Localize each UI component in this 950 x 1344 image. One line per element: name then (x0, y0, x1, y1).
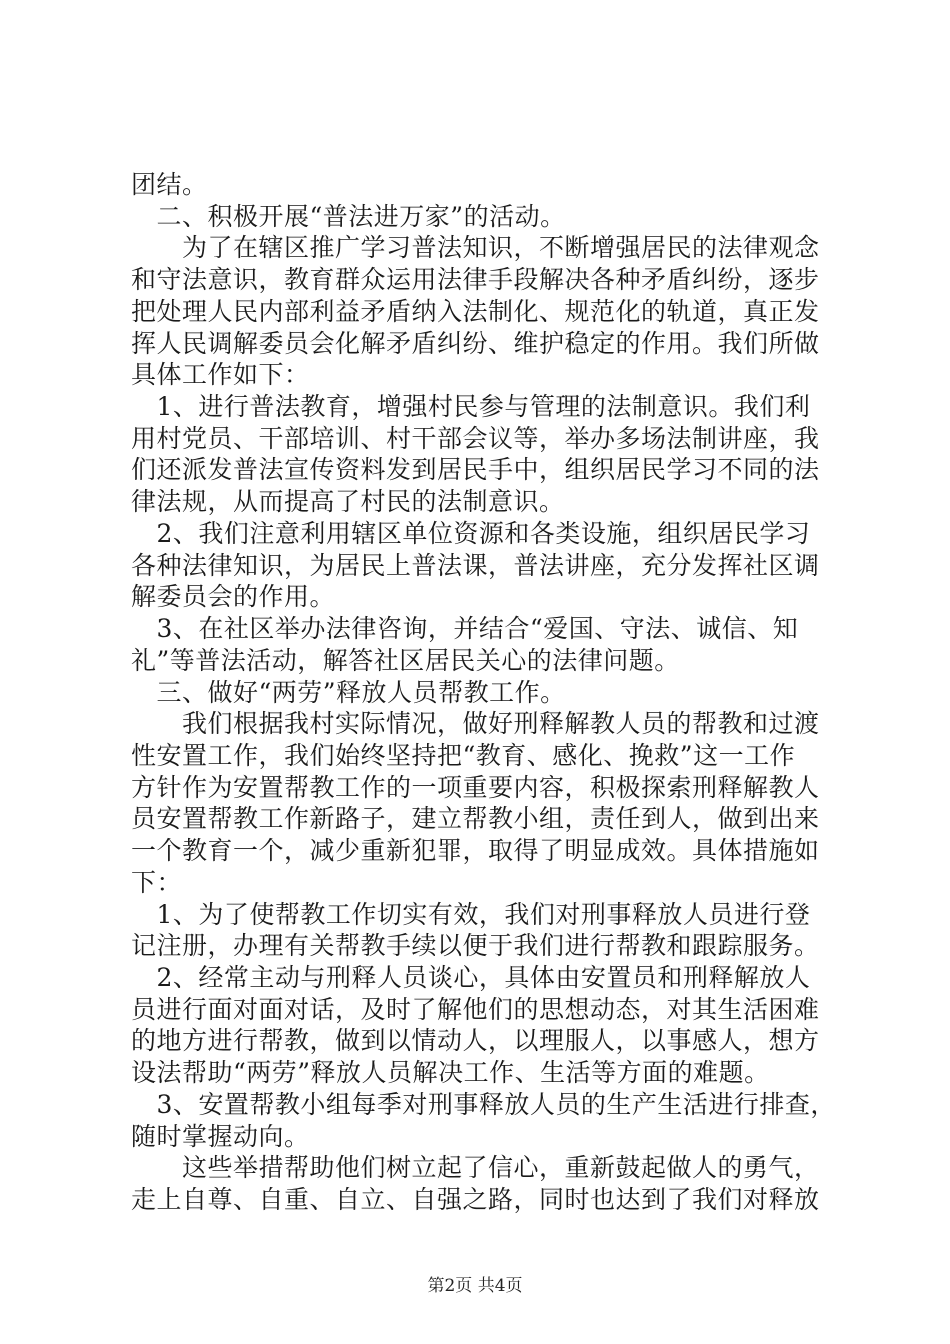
text-line: 三、做好“两劳”释放人员帮教工作。 (131, 678, 566, 707)
text-line: 具体工作如下： (131, 360, 310, 389)
text-line: 用村党员、干部培训、村干部会议等，举办多场法制讲座，我 (131, 424, 820, 453)
text-line: 团结。 (131, 170, 208, 199)
text-line: 员安置帮教工作新路子，建立帮教小组，责任到人，做到出来 (131, 804, 820, 833)
text-line: 们还派发普法宣传资料发到居民手中，组织居民学习不同的法 (131, 455, 820, 484)
text-line: 律法规，从而提高了村民的法制意识。 (131, 487, 565, 516)
text-line: 二、积极开展“普法进万家”的活动。 (131, 202, 566, 231)
text-line: 和守法意识，教育群众运用法律手段解决各种矛盾纠纷，逐步 (131, 265, 820, 294)
text-line: 1、进行普法教育，增强村民参与管理的法制意识。我们利 (131, 392, 811, 421)
text-line: 解委员会的作用。 (131, 582, 336, 611)
text-line: 礼”等普法活动，解答社区居民关心的法律问题。 (131, 646, 680, 675)
text-line: 我们根据我村实际情况，做好刑释解教人员的帮教和过渡 (131, 709, 820, 738)
text-line: 3、在社区举办法律咨询，并结合“爱国、守法、诚信、知 (131, 614, 799, 643)
text-line: 设法帮助“两劳”释放人员解决工作、生活等方面的难题。 (131, 1058, 770, 1087)
text-line: 挥人民调解委员会化解矛盾纠纷、维护稳定的作用。我们所做 (131, 329, 820, 358)
text-line: 2、我们注意利用辖区单位资源和各类设施，组织居民学习 (131, 519, 811, 548)
text-line: 各种法律知识，为居民上普法课，普法讲座，充分发挥社区调 (131, 551, 820, 580)
text-line: 性安置工作，我们始终坚持把“教育、感化、挽救”这一工作 (131, 741, 796, 770)
text-line: 2、经常主动与刑释人员谈心，具体由安置员和刑释解放人 (131, 963, 811, 992)
text-line: 员进行面对面对话，及时了解他们的思想动态，对其生活困难 (131, 995, 820, 1024)
page-footer: 第2页 共4页 (427, 1276, 523, 1296)
text-line: 为了在辖区推广学习普法知识，不断增强居民的法律观念 (131, 233, 820, 262)
text-line: 方针作为安置帮教工作的一项重要内容，积极探索刑释解教人 (131, 773, 820, 802)
text-line: 3、安置帮教小组每季对刑事释放人员的生产生活进行排查， (131, 1090, 836, 1119)
text-line: 下： (131, 868, 183, 897)
text-line: 随时掌握动向。 (131, 1122, 310, 1151)
text-line: 把处理人民内部利益矛盾纳入法制化、规范化的轨道，真正发 (131, 297, 820, 326)
text-line: 的地方进行帮教，做到以情动人，以理服人，以事感人，想方 (131, 1026, 820, 1055)
text-line: 这些举措帮助他们树立起了信心，重新鼓起做人的勇气， (131, 1153, 820, 1182)
text-line: 记注册，办理有关帮教手续以便于我们进行帮教和跟踪服务。 (131, 931, 820, 960)
text-line: 1、为了使帮教工作切实有效，我们对刑事释放人员进行登 (131, 900, 811, 929)
text-line: 一个教育一个，减少重新犯罪，取得了明显成效。具体措施如 (131, 836, 820, 865)
text-line: 走上自尊、自重、自立、自强之路，同时也达到了我们对释放 (131, 1185, 820, 1214)
